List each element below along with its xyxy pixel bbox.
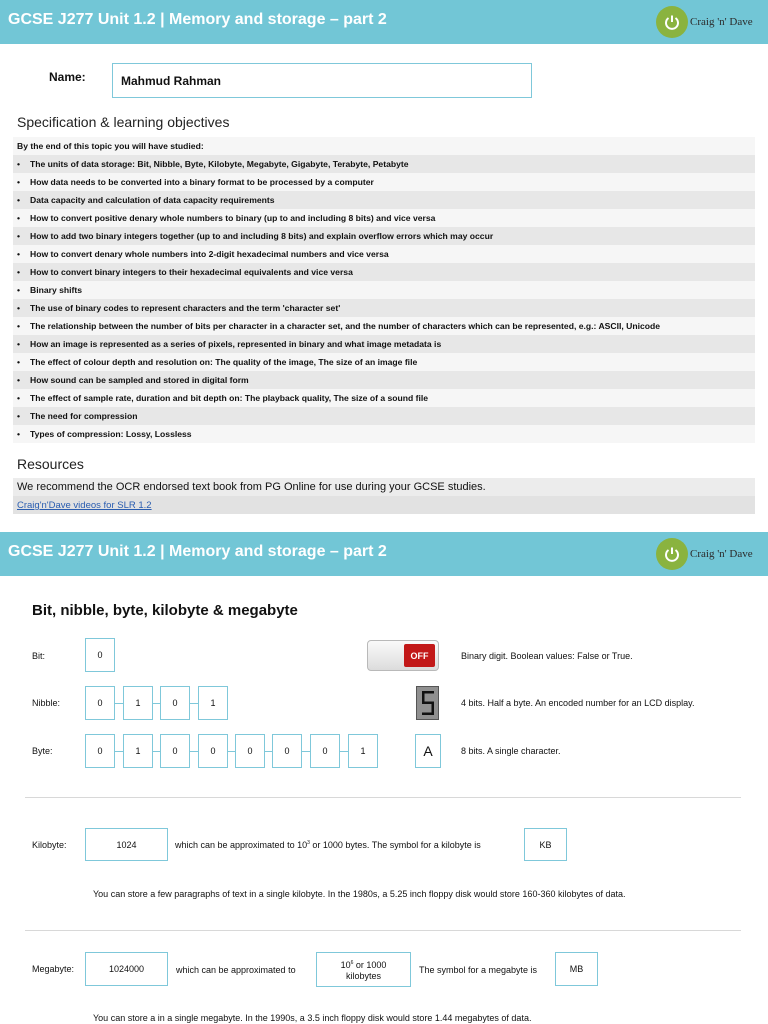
- nibble-bit-box[interactable]: 1: [123, 686, 153, 720]
- byte-bit-box[interactable]: 0: [272, 734, 302, 768]
- craig-n-dave-logo: [656, 6, 753, 38]
- logo-text: Craig 'n' Dave: [690, 548, 753, 560]
- divider: [25, 797, 741, 798]
- list-item: • How sound can be sampled and stored in digital form: [13, 371, 755, 389]
- nibble-label: Nibble:: [32, 698, 61, 708]
- list-item: • How to convert denary whole numbers into 2-digit hexadecimal numbers and vice versa: [13, 245, 755, 263]
- nibble-bit-box[interactable]: 1: [198, 686, 228, 720]
- kilobyte-text: which can be approximated to $10^3$ or 1000 bytes. The symbol for a kilobyte is: [175, 840, 481, 850]
- megabyte-note: You can store a in a single megabyte. In the 1990s, a 3.5 inch floppy disk would store 1.44 megabytes of data.: [93, 1013, 532, 1023]
- kilobyte-label: Kilobyte:: [32, 840, 67, 850]
- megabyte-value-box[interactable]: 1024000: [85, 952, 168, 986]
- megabyte-symbol-text: The symbol for a megabyte is: [419, 965, 538, 975]
- lcd-digit-icon: [416, 686, 439, 720]
- toggle-off-label: OFF: [404, 644, 435, 667]
- name-value: Mahmud Rahman: [121, 73, 222, 88]
- craig-n-dave-logo: [656, 538, 753, 570]
- byte-bit-box[interactable]: 0: [160, 734, 190, 768]
- list-item: • The effect of colour depth and resolution on: The quality of the image, The size of an image file: [13, 353, 755, 371]
- page-title-2: GCSE J277 Unit 1.2 | Memory and storage – part 2: [8, 543, 387, 560]
- byte-bit-box[interactable]: 0: [235, 734, 265, 768]
- power-icon: [656, 538, 688, 570]
- megabyte-symbol-box[interactable]: MB: [555, 952, 598, 986]
- byte-description: 8 bits. A single character.: [461, 746, 561, 756]
- name-label: Name:: [49, 70, 86, 84]
- list-item: • Data capacity and calculation of data capacity requirements: [13, 191, 755, 209]
- resources-heading: Resources: [17, 456, 84, 472]
- name-field[interactable]: [112, 63, 532, 98]
- byte-bit-box[interactable]: 0: [85, 734, 115, 768]
- bit-description: Binary digit. Boolean values: False or True.: [461, 651, 633, 661]
- megabyte-text: which can be approximated to: [176, 965, 296, 975]
- logo-text: Craig 'n' Dave: [690, 16, 753, 28]
- list-item: • The use of binary codes to represent characters and the term 'character set': [13, 299, 755, 317]
- nibble-bit-box[interactable]: 0: [85, 686, 115, 720]
- byte-label: Byte:: [32, 746, 53, 756]
- kilobyte-symbol-box[interactable]: KB: [524, 828, 567, 861]
- byte-bit-box[interactable]: 0: [310, 734, 340, 768]
- list-item: • How data needs to be converted into a binary format to be processed by a computer: [13, 173, 755, 191]
- list-item: • The effect of sample rate, duration and bit depth on: The playback quality, The size of a sound file: [13, 389, 755, 407]
- list-item: • Binary shifts: [13, 281, 755, 299]
- byte-bit-box[interactable]: 1: [123, 734, 153, 768]
- list-item: • Types of compression: Lossy, Lossless: [13, 425, 755, 443]
- spec-heading: Specification & learning objectives: [17, 114, 230, 130]
- divider: [25, 930, 741, 931]
- list-item: • How to convert binary integers to their hexadecimal equivalents and vice versa: [13, 263, 755, 281]
- list-item: • The need for compression: [13, 407, 755, 425]
- list-item: • The units of data storage: Bit, Nibble, Byte, Kilobyte, Megabyte, Gigabyte, Terabyte, Petabyte: [13, 155, 755, 173]
- bit-box[interactable]: 0: [85, 638, 115, 672]
- video-link[interactable]: Craig'n'Dave videos for SLR 1.2: [17, 500, 152, 511]
- resources-link-row: [13, 496, 755, 514]
- bit-label: Bit:: [32, 651, 46, 661]
- objectives-list: [13, 137, 755, 443]
- off-toggle-icon: [367, 640, 439, 671]
- page-header: [0, 0, 768, 44]
- page-header-2: [0, 532, 768, 576]
- byte-bit-box[interactable]: 0: [198, 734, 228, 768]
- kilobyte-value-box[interactable]: 1024: [85, 828, 168, 861]
- list-item: • How to convert positive denary whole numbers to binary (up to and including 8 bits) and vice versa: [13, 209, 755, 227]
- character-box: A: [415, 734, 441, 768]
- nibble-description: 4 bits. Half a byte. An encoded number for an LCD display.: [461, 698, 695, 708]
- section-heading: Bit, nibble, byte, kilobyte & megabyte: [32, 602, 298, 619]
- kilobyte-note: You can store a few paragraphs of text in a single kilobyte. In the 1980s, a 5.25 inch floppy disk would store 160-360 kilobytes of data.: [93, 889, 626, 899]
- power-icon: [656, 6, 688, 38]
- megabyte-label: Megabyte:: [32, 964, 75, 974]
- list-item: • The relationship between the number of bits per character in a character set, and the number of characters which can be represented, e.g.: ASCII, Unicode: [13, 317, 755, 335]
- list-item: • How to add two binary integers together (up to and including 8 bits) and explain overflow errors which may occur: [13, 227, 755, 245]
- objectives-intro: By the end of this topic you will have studied:: [13, 137, 755, 155]
- resources-text: We recommend the OCR endorsed text book from PG Online for use during your GCSE studies.: [13, 478, 755, 496]
- byte-bit-box[interactable]: 1: [348, 734, 378, 768]
- list-item: • How an image is represented as a series of pixels, represented in binary and what image metadata is: [13, 335, 755, 353]
- page-title: GCSE J277 Unit 1.2 | Memory and storage – part 2: [8, 11, 387, 28]
- megabyte-approx-box[interactable]: $10^6$ or 1000 kilobytes: [316, 952, 411, 987]
- nibble-bit-box[interactable]: 0: [160, 686, 190, 720]
